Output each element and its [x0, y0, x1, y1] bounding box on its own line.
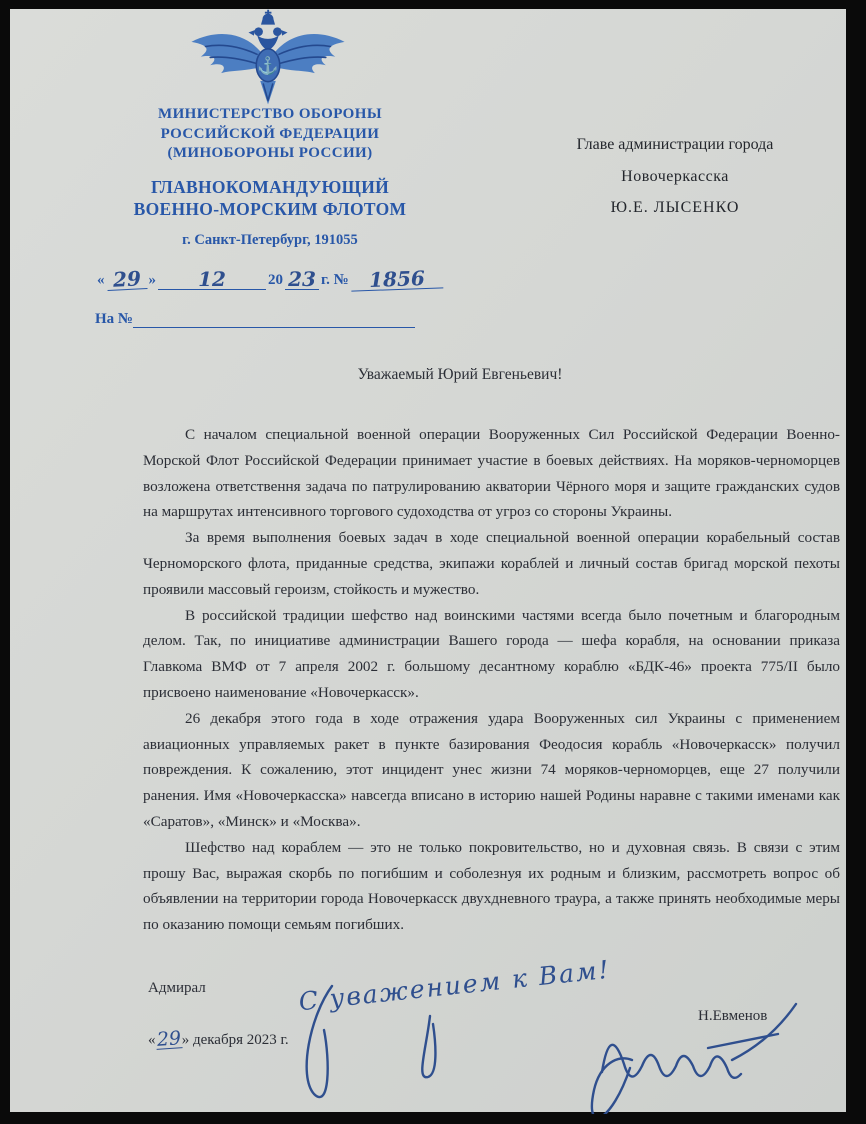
addressee-line: Новочеркасска — [621, 167, 729, 185]
salutation: Уважаемый Юрий Евгеньевич! — [357, 366, 563, 383]
reply-reference-row — [95, 309, 415, 328]
paragraph: За время выполнения боевых задач в ходе специальной военной операции корабельный состав Черноморского флота, приданные средства, экипажи кораблей и личный состав бригад морской пехоты проявили массовый героизм, стойкость и мужество. — [143, 529, 840, 598]
anchor-icon: ⚓ — [257, 56, 279, 76]
paragraph: Шефство над кораблем — это не только покровительство, но и духовная связь. В связи с этим прошу Вас, выражая скорбь по погибшим и соболезнуя их родным и близким, рассмотреть вопрос об объявлении на территории города Новочеркасск двухдневного траура, а также принять необходимые меры по оказанию помощи семьям погибших. — [143, 838, 840, 934]
signer-name: Н.Евменов — [698, 1008, 768, 1024]
letter-body — [143, 422, 840, 938]
addressee-name: Ю.Е. ЛЫСЕНКО — [610, 199, 740, 216]
handwritten-month: 12 — [158, 269, 266, 290]
navy-eagle-emblem-icon — [182, 9, 354, 109]
day-close-quote: » — [148, 272, 156, 288]
addressee-line: Главе администрации города — [576, 136, 774, 153]
date-number-row — [95, 266, 443, 292]
day-open-quote: « — [97, 272, 105, 288]
handwritten-date-day: 29 — [155, 1027, 182, 1051]
commander-line: ГЛАВНОКОМАНДУЮЩИЙ — [150, 177, 390, 197]
date-rest: » декабря 2023 г. — [181, 1032, 289, 1048]
signer-rank: Адмирал — [148, 980, 206, 996]
ministry-line: РОССИЙСКОЙ ФЕДЕРАЦИИ — [160, 125, 380, 142]
ministry-line: (МИНОБОРОНЫ РОССИИ) — [167, 145, 373, 161]
handwritten-signature-icon — [280, 964, 810, 1114]
signature-date — [148, 1027, 289, 1051]
handwritten-day: 29 — [106, 268, 147, 291]
commander-title-block — [10, 176, 530, 220]
handwritten-note: С уважением к Вам! — [297, 954, 612, 1017]
paragraph: 26 декабря этого года в ходе отражения удара Вооруженных сил Украины с применением авиационных управляемых ракет в пункте базирования Феодосия корабль «Новочеркасск» получил повреждения. К сожалению, этот инцидент унес жизни 74 моряков-черноморцев, еще 27 получили ранения. Имя «Новочеркасска» навсегда вписано в историю нашей Родины наравне с такими именами как «Саратов», «Минск» и «Москва». — [143, 709, 840, 830]
sender-address: г. Санкт-Петербург, 191055 — [182, 232, 358, 248]
handwritten-outgoing-number: 1856 — [350, 267, 443, 291]
reply-number-blank — [133, 309, 415, 328]
paragraph: В российской традиции шефство над воинскими частями всегда было почетным и благородным делом. Так, по инициативе администрации Вашего города — шефа корабля, на основании приказа Главкома ВМФ от 7 апреля 2002 г. большому десантному кораблю «БДК-46» проекта 775/II было присвоено наименование «Новочеркасск». — [143, 606, 840, 701]
commander-line: ВОЕННО-МОРСКИМ ФЛОТОМ — [133, 199, 407, 219]
reply-label: На № — [95, 311, 133, 327]
paragraph: С началом специальной военной операции Вооруженных Сил Российской Федерации Военно-Морской Флот Российской Федерации принимает участие в боевых действиях. На моряков-черноморцев возложена ответствення задача по патрулированию акватории Чёрного моря и защите гражданских судов на маршрутах интенсивного торгового судоходства от угроз со стороны Украины. — [143, 426, 840, 521]
ministry-line: МИНИСТЕРСТВО ОБОРОНЫ — [158, 106, 382, 122]
letter-paper — [10, 9, 846, 1112]
handwritten-year: 23 — [285, 269, 319, 290]
addressee-block — [510, 129, 840, 224]
year-prefix: 20 — [268, 272, 283, 288]
date-open-quote: « — [148, 1032, 156, 1048]
number-label: г. № — [321, 272, 349, 288]
ministry-name-block — [10, 105, 530, 164]
